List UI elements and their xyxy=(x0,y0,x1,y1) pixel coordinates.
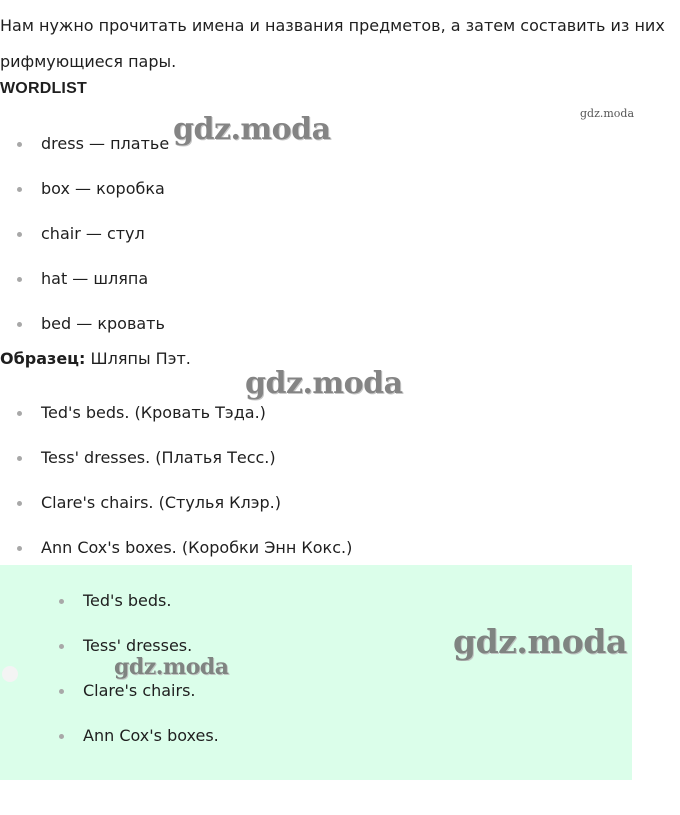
bullet-icon xyxy=(59,734,64,739)
bullet-icon xyxy=(59,599,64,604)
answer-box xyxy=(0,565,632,780)
sample-text: Шляпы Пэт. xyxy=(85,349,191,368)
bullet-icon xyxy=(17,456,22,461)
example-item-text: Ted's beds. (Кровать Тэда.) xyxy=(41,403,266,422)
example-item-text: Tess' dresses. (Платья Тесс.) xyxy=(41,448,276,467)
wordlist-item-text: hat — шляпа xyxy=(41,269,149,288)
task-intro: Нам нужно прочитать имена и названия предметов, а затем составить из них рифмующиеся пары. xyxy=(0,16,665,71)
bullet-icon xyxy=(17,277,22,282)
bullet-icon xyxy=(17,232,22,237)
bullet-icon xyxy=(17,546,22,551)
bullet-icon xyxy=(17,142,22,147)
wordlist-heading: WORDLIST xyxy=(0,80,87,97)
example-item-text: Ann Cox's boxes. (Коробки Энн Кокс.) xyxy=(41,538,353,557)
watermark: gdz.moda xyxy=(453,622,627,661)
side-scroll-icon[interactable] xyxy=(2,666,18,682)
bullet-icon xyxy=(59,689,64,694)
answer-item-text: Clare's chairs. xyxy=(83,681,196,700)
wordlist-item-text: bed — кровать xyxy=(41,314,165,333)
bullet-icon xyxy=(17,322,22,327)
answer-item-text: Ann Cox's boxes. xyxy=(83,726,219,745)
watermark: gdz.moda xyxy=(173,112,331,147)
answer-item-text: Ted's beds. xyxy=(83,591,172,610)
sample-line xyxy=(0,349,191,368)
wordlist-item-text: dress — платье xyxy=(41,134,170,153)
bullet-icon xyxy=(17,187,22,192)
wordlist-item-text: box — коробка xyxy=(41,179,165,198)
bullet-icon xyxy=(17,501,22,506)
sample-label: Образец: xyxy=(0,349,86,368)
watermark: gdz.moda xyxy=(114,654,229,680)
watermark-small: gdz.moda xyxy=(580,107,635,120)
bullet-icon xyxy=(59,644,64,649)
answer-item-text: Tess' dresses. xyxy=(83,636,193,655)
watermark: gdz.moda xyxy=(245,366,403,401)
bullet-icon xyxy=(17,411,22,416)
example-item-text: Clare's chairs. (Стулья Клэр.) xyxy=(41,493,282,512)
wordlist-item-text: chair — стул xyxy=(41,224,145,243)
